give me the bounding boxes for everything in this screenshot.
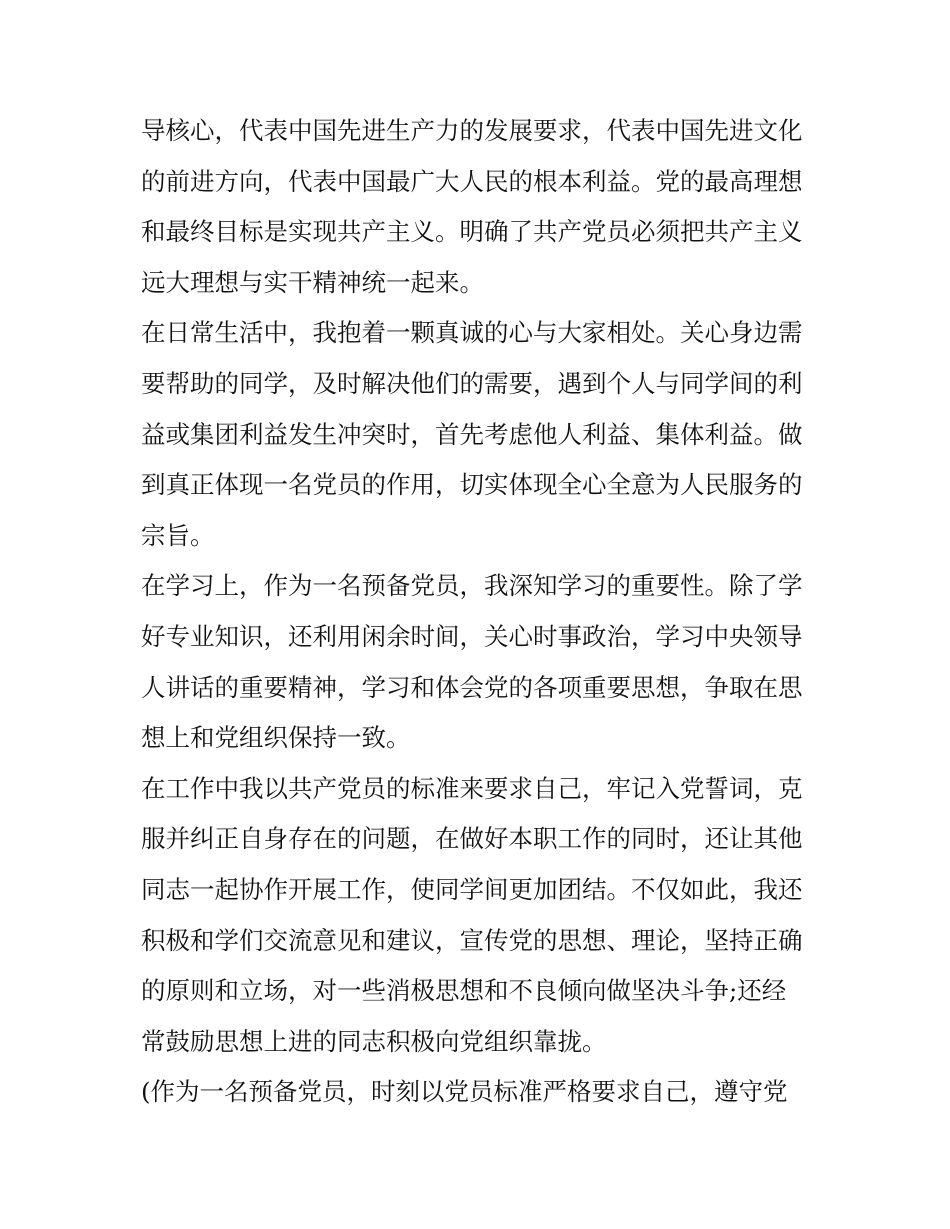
text-line: 在学习上，作为一名预备党员，我深知学习的重要性。除了学 [141,571,803,601]
text-line: 常鼓励思想上进的同志积极向党组织靠拢。 [141,1026,607,1056]
text-line: 和最终目标是实现共产主义。明确了共产党员必须把共产主义 [141,217,803,247]
text-line: 的原则和立场，对一些消极思想和不良倾向做坚决斗争;还经 [141,976,787,1006]
text-line: 在工作中我以共产党员的标准来要求自己，牢记入党誓词，克 [141,773,803,803]
text-line: 导核心，代表中国先进生产力的发展要求，代表中国先进文化 [141,116,803,145]
text-line: 的前进方向，代表中国最广大人民的根本利益。党的最高理想 [141,166,803,196]
text-line: 服并纠正自身存在的问题，在做好本职工作的同时，还让其他 [141,824,803,854]
text-line: 想上和党组织保持一致。 [141,723,411,753]
text-line: 到真正体现一名党员的作用，切实体现全心全意为人民服务的 [141,470,803,500]
text-line: 宗旨。 [141,520,215,550]
document-body [141,106,821,1118]
text-line: 益或集团利益发生冲突时，首先考虑他人利益、集体利益。做 [141,419,803,449]
text-line: 积极和学们交流意见和建议，宣传党的思想、理论，坚持正确 [141,925,803,955]
text-line: 人讲话的重要精神，学习和体会党的各项重要思想，争取在思 [141,672,803,702]
text-line: 要帮助的同学，及时解决他们的需要，遇到个人与同学间的利 [141,368,803,398]
text-line: 在日常生活中，我抱着一颗真诚的心与大家相处。关心身边需 [141,318,803,348]
text-line: 同志一起协作开展工作，使同学间更加团结。不仅如此，我还 [141,874,803,904]
text-line: (作为一名预备党员，时刻以党员标准严格要求自己，遵守党 [141,1077,788,1107]
text-line: 好专业知识，还利用闲余时间，关心时事政治，学习中央领导 [141,621,803,651]
text-line: 远大理想与实干精神统一起来。 [141,267,484,297]
